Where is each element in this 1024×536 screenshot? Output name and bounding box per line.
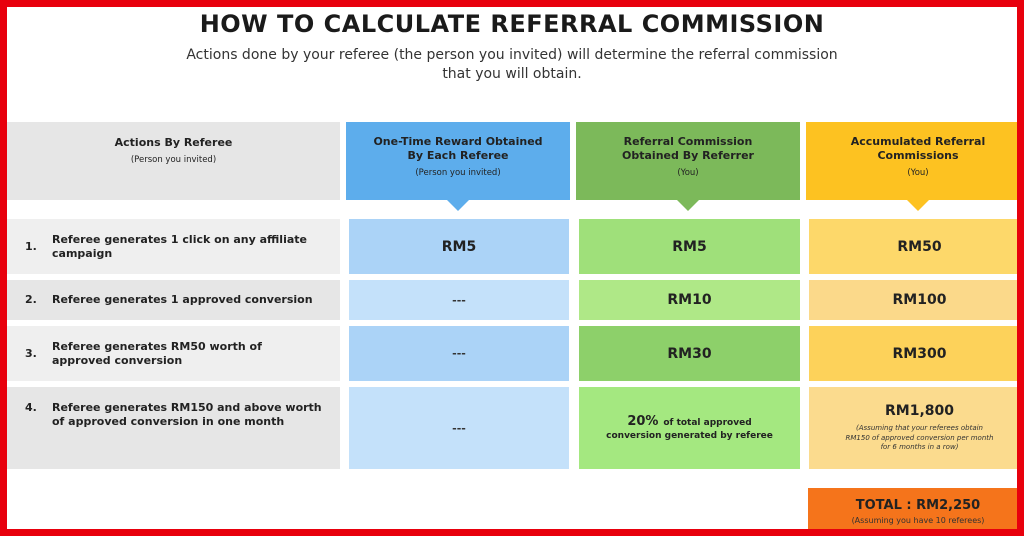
total-note: (Assuming you have 10 referees) bbox=[851, 516, 985, 525]
header-actions-title: Actions By Referee bbox=[114, 136, 233, 149]
row-action-text: Referee generates 1 click on any affiliate campaign bbox=[52, 232, 307, 260]
row-4-note-line-2: RM150 of approved conversion per month bbox=[845, 433, 994, 442]
row-3-commission-cell bbox=[579, 326, 800, 381]
header-reward-title-1: One-Time Reward Obtained bbox=[373, 135, 543, 148]
row-action-text: Referee generates 1 approved conversion bbox=[52, 293, 313, 306]
row-4-commission-text-2: conversion generated by referee bbox=[606, 431, 773, 441]
row-4-reward-value: --- bbox=[452, 421, 466, 435]
row-action-text: Referee generates RM150 and above worth of approved conversion in one month bbox=[52, 401, 322, 428]
table-row-3-action bbox=[7, 326, 340, 381]
header-actions-sub: (Person you invited) bbox=[130, 155, 217, 165]
row-1-reward-cell bbox=[349, 219, 569, 274]
row-3-commission-value: RM30 bbox=[667, 345, 712, 362]
row-3-accumulated-value: RM300 bbox=[892, 345, 947, 362]
row-3-reward-value: --- bbox=[452, 347, 466, 360]
header-reward-arrow bbox=[447, 200, 469, 211]
total-label: TOTAL : RM2,250 bbox=[855, 498, 981, 513]
header-reward-sub: (Person you invited) bbox=[415, 168, 501, 178]
row-number: 4. bbox=[25, 401, 37, 414]
page-subtitle bbox=[0, 46, 1024, 84]
header-commission-title-1: Referral Commission bbox=[623, 135, 753, 148]
row-number: 3. bbox=[25, 346, 37, 360]
table-row-4-action bbox=[7, 387, 340, 469]
subtitle-line-2: that you will obtain. bbox=[442, 66, 582, 82]
row-action-text: Referee generates RM50 worth of approved conversion bbox=[52, 339, 262, 367]
row-2-accumulated-cell bbox=[809, 280, 1024, 320]
header-accumulated-title-1: Accumulated Referral bbox=[850, 135, 986, 148]
page-title: HOW TO CALCULATE REFERRAL COMMISSION bbox=[199, 10, 825, 38]
row-3-reward-cell bbox=[349, 326, 569, 381]
row-4-note-line-3: for 6 months in a row) bbox=[880, 443, 959, 452]
row-4-commission-cell bbox=[579, 387, 800, 469]
header-commission-sub: (You) bbox=[677, 168, 699, 178]
row-1-commission-value: RM5 bbox=[672, 238, 707, 255]
row-2-commission-value: RM10 bbox=[667, 292, 712, 308]
row-1-accumulated-value: RM50 bbox=[897, 238, 942, 255]
header-actions-by-referee bbox=[7, 122, 340, 200]
row-4-reward-cell bbox=[349, 387, 569, 469]
header-accumulated-title-2: Commissions bbox=[877, 149, 959, 162]
header-referral-commission bbox=[576, 122, 800, 200]
row-2-commission-cell bbox=[579, 280, 800, 320]
row-4-accumulated-cell bbox=[809, 387, 1024, 469]
row-2-reward-value: --- bbox=[452, 293, 466, 307]
header-accumulated-arrow bbox=[907, 200, 929, 211]
row-1-commission-cell bbox=[579, 219, 800, 274]
row-4-note-line-1: (Assuming that your referees obtain bbox=[856, 424, 983, 433]
table-row-1-action bbox=[7, 219, 340, 274]
header-one-time-reward bbox=[346, 122, 570, 200]
row-4-accumulated-note bbox=[846, 424, 994, 453]
header-accumulated-commissions bbox=[806, 122, 1024, 200]
header-commission-arrow bbox=[677, 200, 699, 211]
total-box bbox=[808, 488, 1024, 532]
table-row-2-action bbox=[7, 280, 340, 320]
row-1-reward-value: RM5 bbox=[441, 238, 477, 255]
row-1-accumulated-cell bbox=[809, 219, 1024, 274]
row-2-reward-cell bbox=[349, 280, 569, 320]
header-reward-title-2: By Each Referee bbox=[407, 149, 509, 162]
row-2-accumulated-value: RM100 bbox=[892, 292, 947, 308]
row-4-commission-text-1: of total approved bbox=[663, 418, 752, 428]
header-commission-title-2: Obtained By Referrer bbox=[622, 149, 754, 162]
header-accumulated-sub: (You) bbox=[907, 168, 929, 178]
subtitle-line-1: Actions done by your referee (the person you invited) will determine the referral commission bbox=[186, 47, 838, 63]
row-3-accumulated-cell bbox=[809, 326, 1024, 381]
row-4-accumulated-value: RM1,800 bbox=[885, 403, 954, 420]
row-number: 1. bbox=[25, 239, 37, 253]
row-4-commission-percent: 20% bbox=[627, 414, 659, 429]
row-number: 2. bbox=[25, 293, 37, 306]
